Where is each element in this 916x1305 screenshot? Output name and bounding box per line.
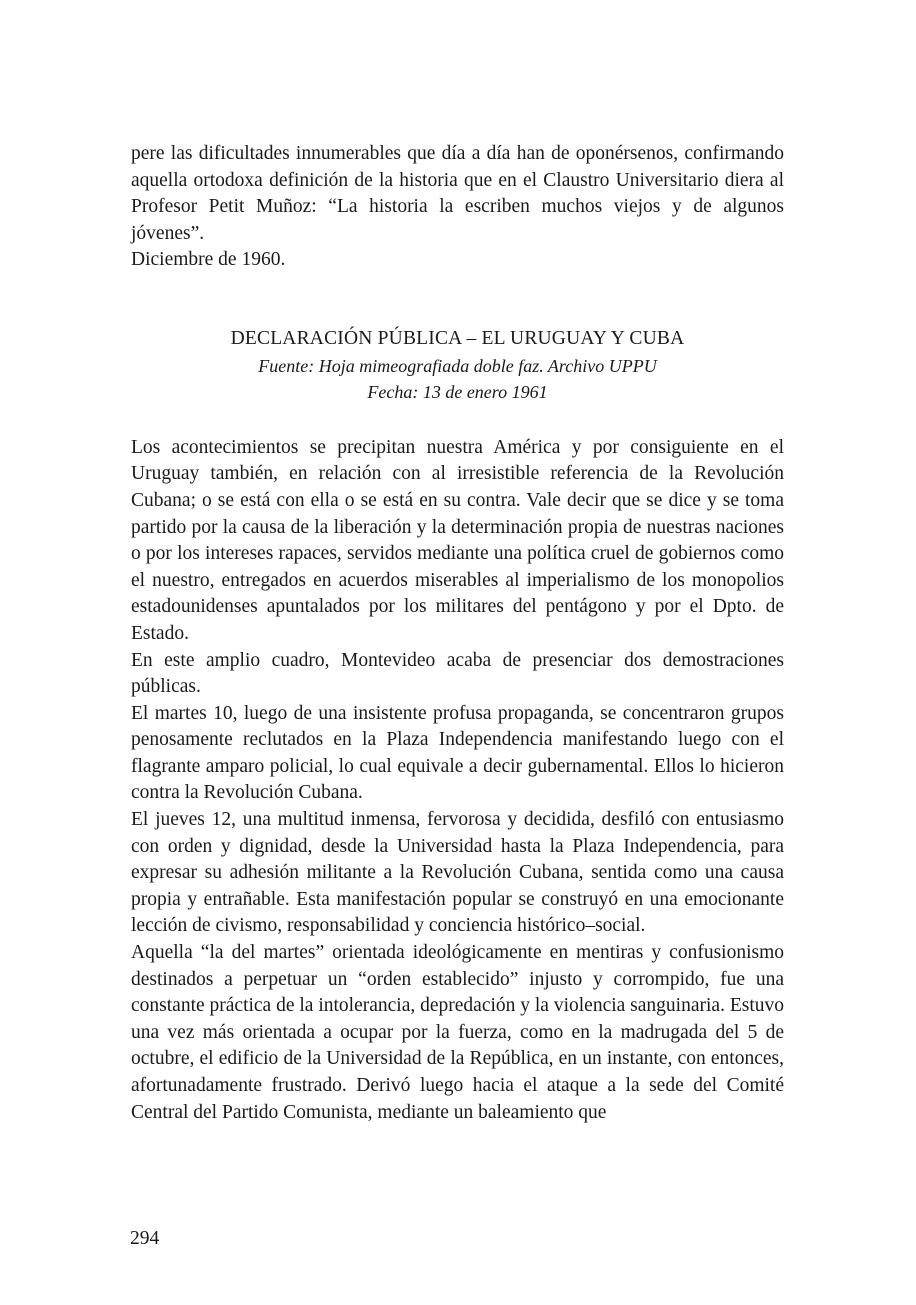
- intro-date: Diciembre de 1960.: [131, 249, 286, 271]
- section-source: Fuente: Hoja mimeografiada doble faz. Archivo UPPU: [258, 355, 657, 376]
- section-title: DECLARACIÓN PÚBLICA – EL URUGUAY Y CUBA: [230, 327, 685, 349]
- body-paragraph: El martes 10, luego de una insistente profusa propaganda, se concentraron grupos penosamente reclutados en la Plaza Independencia manifestando luego con el flagrante amparo policial, lo cual equivale a decir gubernamental. Ellos lo hicieron contra la Revolución Cubana.: [131, 702, 784, 804]
- page-number: 294: [130, 1228, 160, 1249]
- section-date: Fecha: 13 de enero 1961: [367, 382, 548, 403]
- body-paragraph: Aquella “la del martes” orientada ideológicamente en mentiras y confusionismo destinados a perpetuar un “orden establecido” injusto y corrompido, fue una constante práctica de la intolerancia, depredación y la violencia sanguinaria. Estuvo una vez más orientada a ocupar por la fuerza, como en la madrugada del 5 de octubre, el edificio de la Universidad de la República, en un instante, con entonces, afortunadamente frustrado. Derivó luego hacia el ataque a la sede del Comité Central del Partido Comunista, mediante un baleamiento que: [131, 942, 784, 1123]
- page-body: [131, 141, 784, 1126]
- body-paragraph: En este amplio cuadro, Montevideo acaba de presenciar dos demostraciones públicas.: [131, 649, 784, 698]
- intro-paragraph: pere las dificultades innumerables que día a día han de oponérsenos, confirmando aquella ortodoxa definición de la historia que en el Claustro Universitario diera al Profesor Petit Muñoz: “La historia la escriben muchos viejos y de algunos jóvenes”.: [131, 143, 784, 244]
- body-paragraph: Los acontecimientos se precipitan nuestra América y por consiguiente en el Uruguay también, en relación con al irresistible referencia de la Revolución Cubana; o se está con ella o se está en su contra. Vale decir que se dice y se toma partido por la causa de la liberación y la determinación propia de nuestras naciones o por los intereses rapaces, servidos mediante una política cruel de gobiernos como el nuestro, entregados en acuerdos miserables al imperialismo de los monopolios estadounidenses apuntalados por los militares del pentágono y por el Dpto. de Estado.: [131, 436, 784, 644]
- section-heading: [131, 326, 784, 406]
- body-paragraph: El jueves 12, una multitud inmensa, fervorosa y decidida, desfiló con entusiasmo con orden y dignidad, desde la Universidad hasta la Plaza Independencia, para expresar su adhesión militante a la Revolución Cubana, sentida como una causa propia y entrañable. Esta manifestación popular se construyó en una emocionante lección de civismo, responsabilidad y conciencia histórico–social.: [131, 809, 784, 937]
